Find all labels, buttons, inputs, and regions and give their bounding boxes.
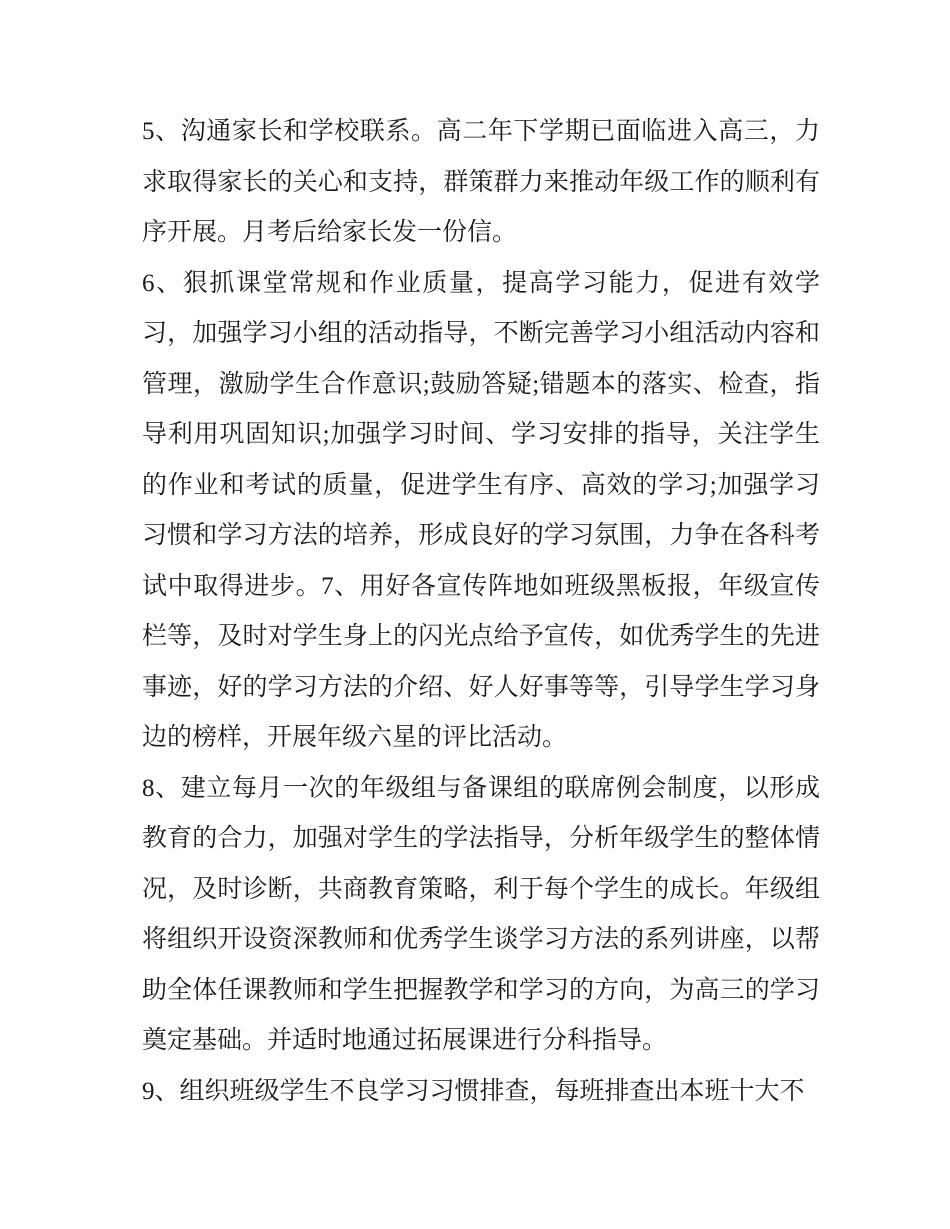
text-line: 管理，激励学生合作意识;鼓励答疑;错题本的落实、检查，指 (142, 370, 820, 398)
text-line: 教育的合力，加强对学生的学法指导，分析年级学生的整体情 (142, 825, 820, 852)
text-line: 习，加强学习小组的活动指导，不断完善学习小组活动内容和 (142, 320, 820, 347)
text-line: 8、建立每月一次的年级组与备课组的联席例会制度，以形成 (142, 774, 820, 802)
text-line: 奠定基础。并适时地通过拓展课进行分科指导。 (142, 1027, 668, 1054)
text-line: 边的榜样，开展年级六星的评比活动。 (142, 724, 568, 751)
text-line: 习惯和学习方法的培养，形成良好的学习氛围，力争在各科考 (142, 522, 820, 549)
text-line: 序开展。月考后给家长发一份信。 (142, 219, 518, 246)
text-line: 助全体任课教师和学生把握教学和学习的方向，为高三的学习 (142, 976, 820, 1004)
text-line: 6、狠抓课堂常规和作业质量，提高学习能力，促进有效学 (142, 269, 820, 297)
text-line: 9、组织班级学生不良学习习惯排查，每班排查出本班十大不 (142, 1077, 805, 1105)
text-line: 栏等，及时对学生身上的闪光点给予宣传，如优秀学生的先进 (142, 623, 820, 650)
text-line: 求取得家长的关心和支持，群策群力来推动年级工作的顺利有 (142, 168, 820, 196)
text-line: 况，及时诊断，共商教育策略，利于每个学生的成长。年级组 (142, 875, 820, 903)
text-line: 事迹，好的学习方法的介绍、好人好事等等，引导学生学习身 (142, 673, 820, 701)
text-line: 5、沟通家长和学校联系。高二年下学期已面临进入高三，力 (142, 118, 820, 145)
text-line: 的作业和考试的质量，促进学生有序、高效的学习;加强学习 (142, 471, 820, 499)
text-line: 导利用巩固知识;加强学习时间、学习安排的指导，关注学生 (142, 421, 820, 448)
document-text-block (142, 107, 820, 1117)
text-line: 将组织开设资深教师和优秀学生谈学习方法的系列讲座，以帮 (142, 926, 820, 953)
text-line: 试中取得进步。7、用好各宣传阵地如班级黑板报，年级宣传 (142, 572, 820, 600)
